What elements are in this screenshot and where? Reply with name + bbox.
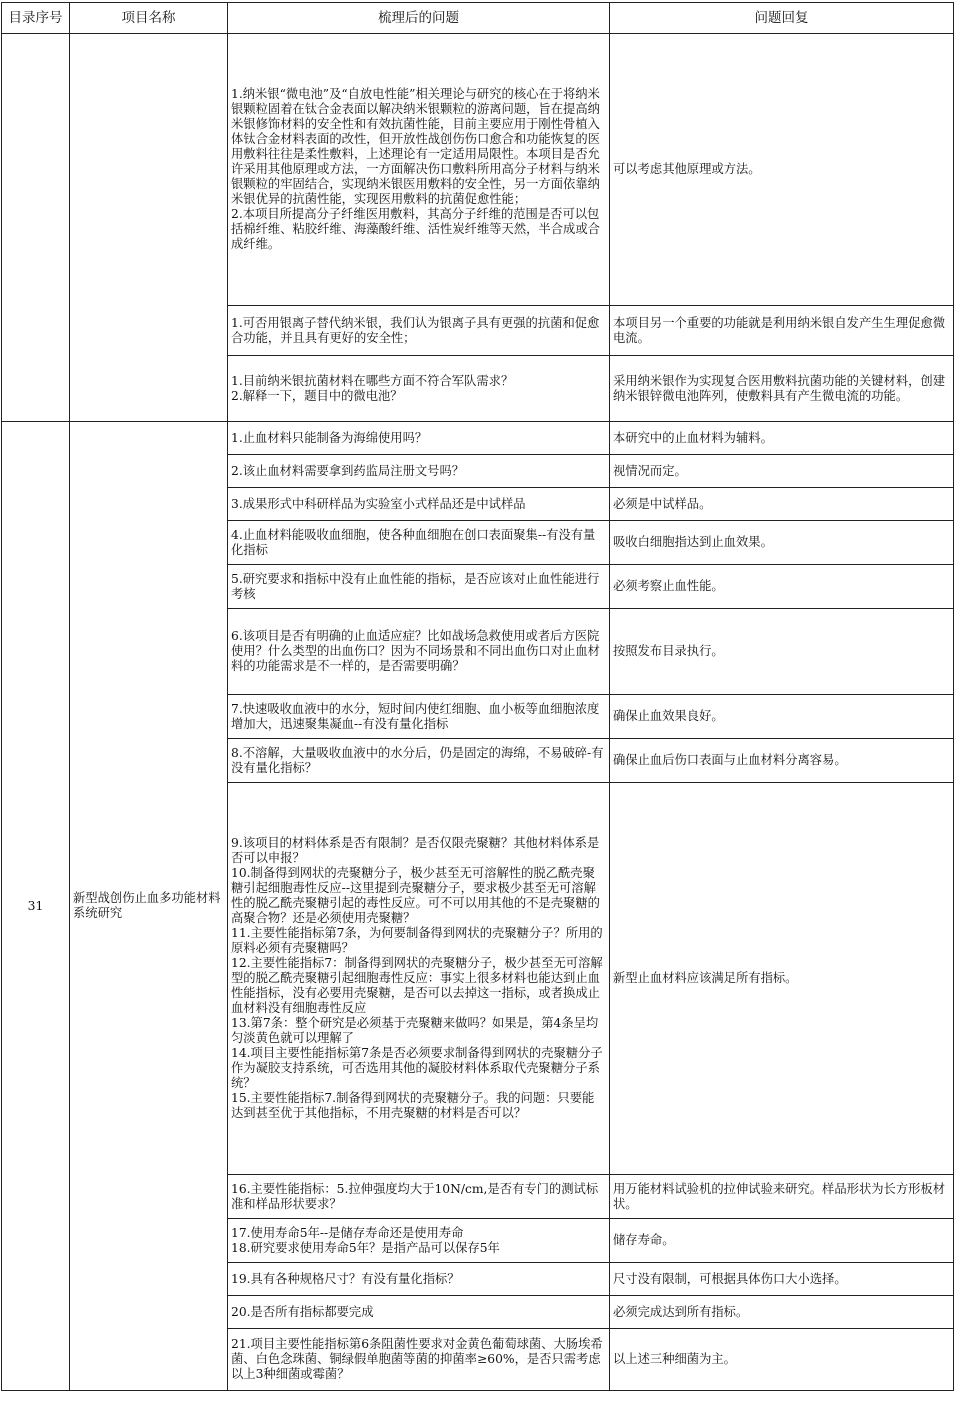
question-cell: 8.不溶解，大量吸收血液中的水分后，仍是固定的海绵，不易破碎-有没有量化指标？ (228, 739, 610, 783)
question-cell: 19.具有各种规格尺寸？有没有量化指标？ (228, 1263, 610, 1296)
table-row (2, 34, 954, 306)
answer-cell: 本项目另一个重要的功能就是利用纳米银自发产生生理促愈微电流。 (610, 306, 954, 356)
answer-cell: 可以考虑其他原理或方法。 (610, 34, 954, 306)
answer-cell: 必须完成达到所有指标。 (610, 1296, 954, 1329)
question-cell: 6.该项目是否有明确的止血适应症？比如战场急救使用或者后方医院使用？什么类型的出血伤口？因为不同场景和不同出血伤口对止血材料的功能需求是不一样的，是否需要明确？ (228, 609, 610, 695)
question-cell: 9.该项目的材料体系是否有限制？是否仅限壳聚糖？其他材料体系是否可以申报？ 10.制备得到网状的壳聚糖分子，极少甚至无可溶解性的脱乙酰壳聚糖引起细胞毒性反应--这里提到壳聚糖分子，要求极少甚至无可溶解性的脱乙酰壳聚糖引起的毒性反应。可不可以用其他的不是壳聚糖的高聚合物？还是必须使用壳聚糖？ 11.主要性能指标第7条，为何要制备得到网状的壳聚糖分子？所用的原料必须有壳聚糖吗？ 12.主要性能指标7：制备得到网状的壳聚糖分子，极少甚至无可溶解型的脱乙酰壳聚糖引起细胞毒性反应：事实上很多材料也能达到止血性能指标，没有必要用壳聚糖，是否可以去掉这一指标，或者换成止血材料没有细胞毒性反应 13.第7条：整个研究是必须基于壳聚糖来做吗？如果是，第4条呈均匀淡黄色就可以理解了 14.项目主要性能指标第7条是否必须要求制备得到网状的壳聚糖分子作为凝胶支持系统，可否选用其他的凝胶材料体系取代壳聚糖分子系统？ 15.主要性能指标7.制备得到网状的壳聚糖分子。我的问题：只要能达到甚至优于其他指标，不用壳聚糖的材料是否可以？ (228, 783, 610, 1175)
header-idx: 目录序号 (2, 3, 70, 34)
question-cell: 1.可否用银离子替代纳米银，我们认为银离子具有更强的抗菌和促愈合功能，并且具有更好的安全性； (228, 306, 610, 356)
header-question: 梳理后的问题 (228, 3, 610, 34)
prev-idx-cell (2, 34, 70, 422)
qa-table (1, 2, 954, 1391)
project-name-cell: 新型战创伤止血多功能材料系统研究 (70, 422, 228, 1391)
answer-cell: 以上述三种细菌为主。 (610, 1329, 954, 1391)
answer-cell: 按照发布目录执行。 (610, 609, 954, 695)
question-cell: 1.目前纳米银抗菌材料在哪些方面不符合军队需求？ 2.解释一下，题目中的微电池？ (228, 356, 610, 422)
header-name: 项目名称 (70, 3, 228, 34)
project-idx-cell: 31 (2, 422, 70, 1391)
answer-cell: 视情况而定。 (610, 455, 954, 488)
question-cell: 5.研究要求和指标中没有止血性能的指标，是否应该对止血性能进行考核 (228, 565, 610, 609)
answer-cell: 必须是中试样品。 (610, 488, 954, 521)
prev-name-cell (70, 34, 228, 422)
question-cell: 1.止血材料只能制备为海绵使用吗？ (228, 422, 610, 455)
answer-cell: 储存寿命。 (610, 1219, 954, 1263)
answer-cell: 采用纳米银作为实现复合医用敷料抗菌功能的关键材料，创建纳米银锌微电池阵列，使敷料具有产生微电流的功能。 (610, 356, 954, 422)
answer-cell: 本研究中的止血材料为辅料。 (610, 422, 954, 455)
header-row (2, 3, 954, 34)
question-cell: 20.是否所有指标都要完成 (228, 1296, 610, 1329)
question-cell: 16.主要性能指标：5.拉伸强度均大于10N/cm,是否有专门的测试标准和样品形状要求？ (228, 1175, 610, 1219)
question-cell: 4.止血材料能吸收血细胞，使各种血细胞在创口表面聚集--有没有量化指标 (228, 521, 610, 565)
answer-cell: 确保止血效果良好。 (610, 695, 954, 739)
answer-cell: 新型止血材料应该满足所有指标。 (610, 783, 954, 1175)
answer-cell: 吸收白细胞指达到止血效果。 (610, 521, 954, 565)
answer-cell: 尺寸没有限制，可根据具体伤口大小选择。 (610, 1263, 954, 1296)
question-cell: 1.纳米银“微电池”及“自放电性能”相关理论与研究的核心在于将纳米银颗粒固着在钛合金表面以解决纳米银颗粒的游离问题，旨在提高纳米银修饰材料的安全性和有效抗菌性能，目前主要应用于刚性骨植入体钛合金材料表面的改性，但开放性战创伤伤口愈合和功能恢复的医用敷料往往是柔性敷料，上述理论有一定适用局限性。本项目是否允许采用其他原理或方法，一方面解决伤口敷料所用高分子材料与纳米银颗粒的牢固结合，实现纳米银医用敷料的安全性，另一方面依靠纳米银优异的抗菌性能，实现医用敷料的抗菌促愈性能； 2.本项目所提高分子纤维医用敷料，其高分子纤维的范围是否可以包括棉纤维、粘胶纤维、海藻酸纤维、活性炭纤维等天然，半合成或合成纤维。 (228, 34, 610, 306)
question-cell: 2.该止血材料需要拿到药监局注册文号吗？ (228, 455, 610, 488)
header-answer: 问题回复 (610, 3, 954, 34)
answer-cell: 用万能材料试验机的拉伸试验来研究。样品形状为长方形板材状。 (610, 1175, 954, 1219)
question-cell: 3.成果形式中科研样品为实验室小式样品还是中试样品 (228, 488, 610, 521)
table-row (2, 422, 954, 455)
question-cell: 17.使用寿命5年--是储存寿命还是使用寿命 18.研究要求使用寿命5年？是指产品可以保存5年 (228, 1219, 610, 1263)
question-cell: 7.快速吸收血液中的水分，短时间内使红细胞、血小板等血细胞浓度增加大，迅速聚集凝血--有没有量化指标 (228, 695, 610, 739)
answer-cell: 确保止血后伤口表面与止血材料分离容易。 (610, 739, 954, 783)
question-cell: 21.项目主要性能指标第6条阻菌性要求对金黄色葡萄球菌、大肠埃希菌、白色念珠菌、铜绿假单胞菌等菌的抑菌率≥60%，是否只需考虑以上3种细菌或霉菌？ (228, 1329, 610, 1391)
answer-cell: 必须考察止血性能。 (610, 565, 954, 609)
